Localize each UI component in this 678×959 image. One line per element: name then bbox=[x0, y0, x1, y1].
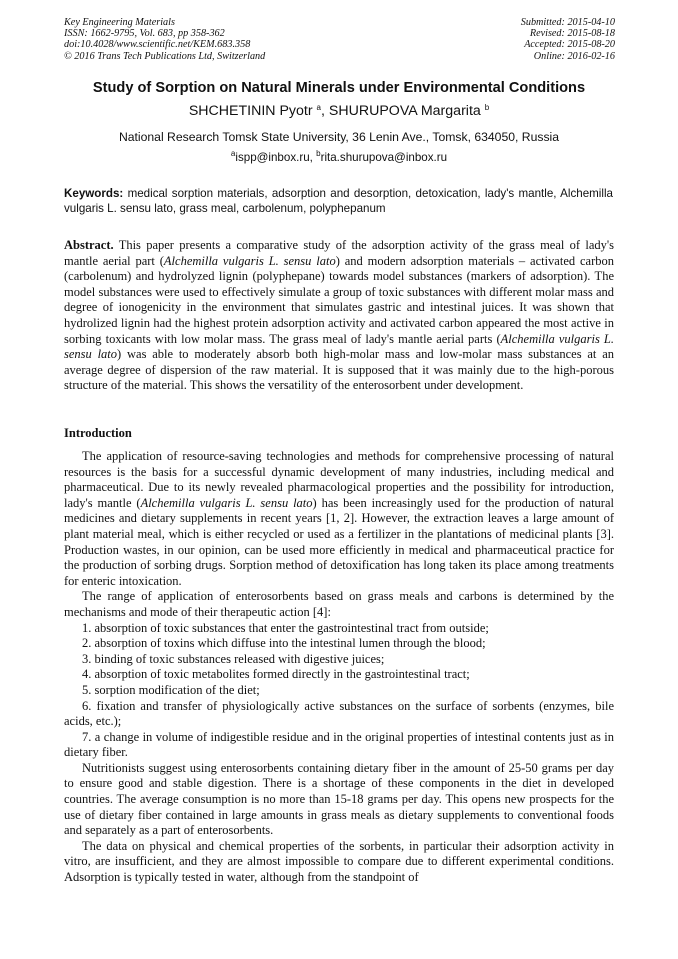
introduction-body bbox=[64, 449, 614, 886]
author-2: SHURUPOVA Margarita bbox=[328, 103, 481, 119]
intro-p1-text-a: The application of resource-saving technologies and methods for comprehensive processing of natural resources is the basis for a successful dynamic development of many industries, including medical and pharmaceutical. Due to its newly revealed pharmacological properties and the possibility for introduction, lady's mantle ( bbox=[64, 449, 614, 510]
email-separator: , bbox=[309, 151, 317, 164]
email-2-mark: b bbox=[316, 149, 321, 158]
abstract-text-3: ) was able to moderately absorb both high-molar mass and low-molar mass substances at an average degree of dispersion of the raw material. It is supposed that it was mainly due to the high-porous structure of the material. This shows the versatility of the enterosorbent under development. bbox=[64, 347, 615, 393]
revised-date: Revised: 2015-08-18 bbox=[529, 28, 615, 40]
author-line bbox=[40, 103, 638, 119]
accepted-date: Accepted: 2015-08-20 bbox=[524, 39, 615, 51]
affiliation: National Research Tomsk State University, 36 Lenin Ave., Tomsk, 634050, Russia bbox=[118, 130, 560, 144]
email-line bbox=[40, 151, 638, 164]
author-2-affil-mark: b bbox=[484, 103, 490, 112]
journal-info bbox=[64, 17, 265, 62]
copyright-line: © 2016 Trans Tech Publications Ltd, Switzerland bbox=[64, 50, 266, 62]
submitted-date: Submitted: 2015-04-10 bbox=[520, 17, 615, 28]
abstract bbox=[64, 238, 614, 394]
doi-line: doi:10.4028/www.scientific.net/KEM.683.358 bbox=[64, 39, 251, 51]
list-item: 6. fixation and transfer of physiologically active substances on the surface of sorbents (enzymes, bile acids, etc.); bbox=[64, 698, 614, 729]
intro-paragraph-2: The range of application of enterosorbents based on grass meals and carbons is determined by the mechanisms and mode of their therapeutic action [4]: bbox=[64, 589, 614, 619]
issn-line: ISSN: 1662-9795, Vol. 683, pp 358-362 bbox=[64, 28, 225, 40]
intro-p1-text-b: ) has been increasingly used for the production of natural medicines and dietary supplements in recent years [1, 2]. However, the extraction leaves a large amount of plant material meal, which is either recycled or used as a fertilizer in the plantations of medicinal plants [3]. Production wastes, in our opinion, can be used more efficiently in medical and pharmaceutical practice for the production of sorbing drugs. Sorption method of detoxification has long taken its place among treatments for enteric intoxication. bbox=[64, 495, 614, 588]
abstract-text-2: ) and modern adsorption materials – activated carbon (carbolenum) and hydrolyzed lignin (polyphepane) towards model substances (markers of adsorption). The model substances were used to effectively simulate a group of toxic substances with different molar mass and degree of ionogenicity in the environment that simulates gastric and intestinal juices. It was shown that hydrolized lignin had the highest protein adsorption activity and activated carbon appeared the most active in sorbing toxicants with low molar mass. The grass meal of lady's mantle aerial parts ( bbox=[64, 253, 614, 346]
list-item: 1. absorption of toxic substances that enter the gastrointestinal tract from outside; bbox=[82, 620, 489, 635]
author-1: SHCHETININ Pyotr bbox=[188, 103, 313, 119]
journal-name: Key Engineering Materials bbox=[64, 17, 175, 28]
list-item: 5. sorption modification of the diet; bbox=[82, 682, 260, 697]
abstract-label: Abstract. bbox=[64, 238, 114, 252]
paper-title: Study of Sorption on Natural Minerals under Environmental Conditions bbox=[92, 80, 586, 96]
list-item: 7. a change in volume of indigestible residue and in the original properties of intestinal contents just as in dietary fiber. bbox=[64, 729, 614, 760]
intro-species: Alchemilla vulgaris L. sensu lato bbox=[140, 495, 313, 510]
keywords bbox=[64, 186, 613, 216]
author-separator: , bbox=[320, 103, 329, 119]
list-item: 2. absorption of toxins which diffuse into the intestinal lumen through the blood; bbox=[82, 636, 486, 651]
keywords-label: Keywords: bbox=[64, 187, 124, 200]
online-date: Online: 2016-02-16 bbox=[533, 50, 615, 62]
author-1-affil-mark: a bbox=[316, 103, 321, 112]
abstract-species-1: Alchemilla vulgaris L. sensu lato bbox=[163, 253, 336, 268]
email-1: ispp@inbox.ru bbox=[235, 151, 310, 164]
intro-paragraph-3: Nutritionists suggest using enterosorbents containing dietary fiber in the amount of 25-50 grams per day to ensure good and stable digestion. There is a shortage of these components in the diet in developed countries. The average consumption is no more than 15-18 grams per day. This opens new prospects for the use of dietary fiber contained in large amounts in grass meals as dietary supplements to conventional foods and separately as a part of enterosorbents. bbox=[64, 760, 614, 838]
list-item: 3. binding of toxic substances released with digestive juices; bbox=[82, 651, 385, 666]
mechanism-list bbox=[64, 621, 614, 761]
keywords-text: medical sorption materials, adsorption and desorption, detoxication, lady's mantle, Alchemilla vulgaris L. sensu lato, grass meal, carbolenum, polyphepanum bbox=[64, 187, 613, 215]
abstract-species-2: Alchemilla vulgaris L. sensu lato bbox=[64, 331, 615, 362]
email-2: rita.shurupova@inbox.ru bbox=[320, 151, 448, 164]
submission-dates bbox=[521, 17, 615, 62]
intro-paragraph-4: The data on physical and chemical properties of the sorbents, in particular their adsorption activity in vitro, are insufficient, and they are almost impossible to compare due to different experimental conditions. Adsorption is typically tested in water, although from the standpoint of bbox=[64, 838, 614, 885]
intro-paragraph-1 bbox=[64, 449, 614, 589]
section-heading-introduction: Introduction bbox=[64, 426, 132, 440]
list-item: 4. absorption of toxic metabolites formed directly in the gastrointestinal tract; bbox=[82, 667, 470, 682]
abstract-text-1: This paper presents a comparative study of the adsorption activity of the grass meal of lady's mantle aerial part ( bbox=[64, 238, 614, 268]
email-1-mark: a bbox=[230, 149, 236, 158]
